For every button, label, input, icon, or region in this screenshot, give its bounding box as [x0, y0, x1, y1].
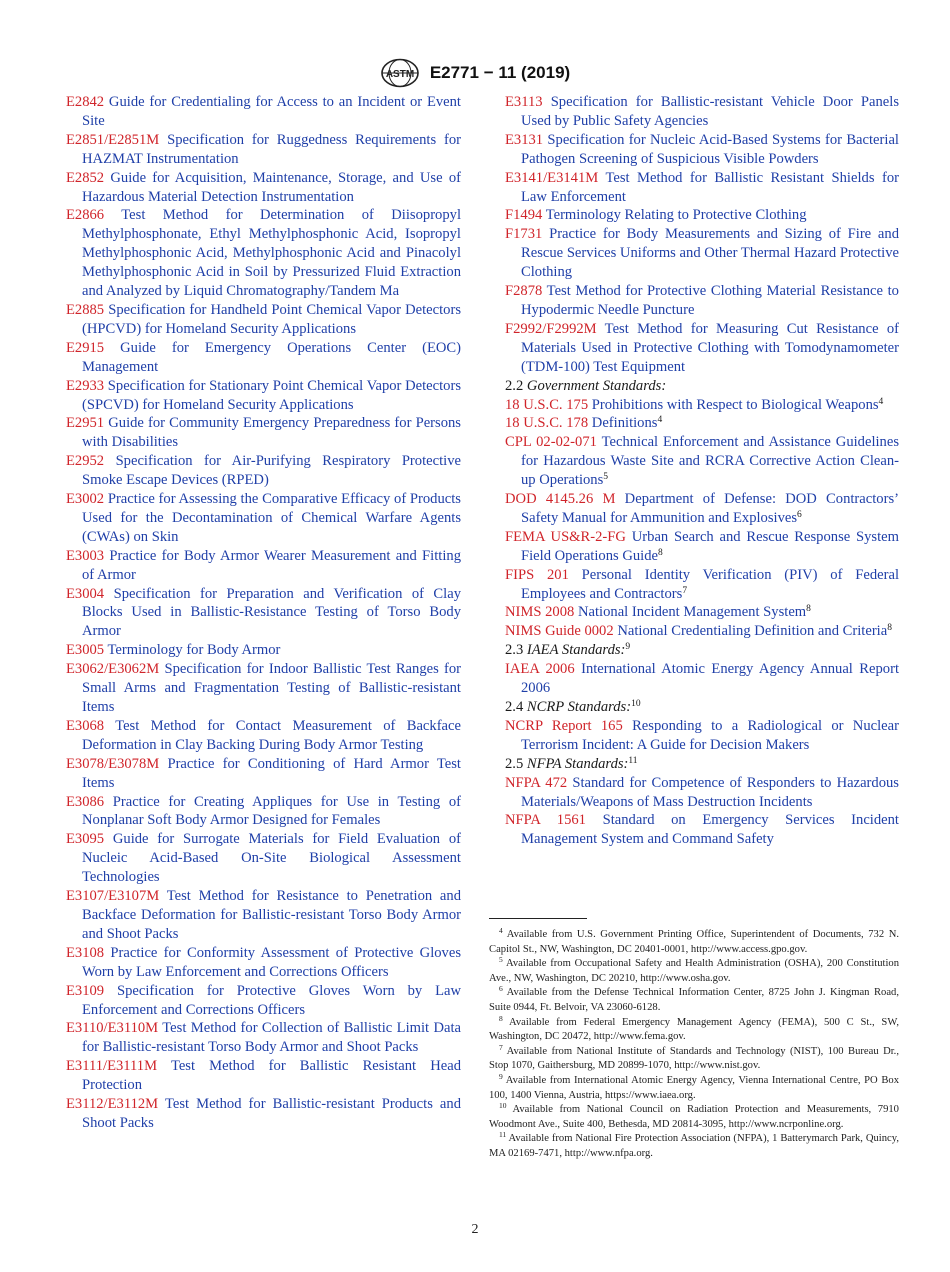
reference-title-link[interactable]: Practice for Conditioning of Hard Armor Test Items	[82, 755, 461, 791]
reference-title-link[interactable]: Guide for Emergency Operations Center (EOC) Management	[82, 339, 461, 375]
footnote-number: 5	[499, 955, 503, 965]
footnote-text: Available from Federal Emergency Management Agency (FEMA), 500 C St., SW, Washington, DC 20472, http://www.fema.gov.	[489, 1016, 899, 1043]
reference-entry	[505, 811, 899, 849]
reference-code-link[interactable]: 18 U.S.C. 175	[505, 396, 589, 413]
reference-code-link[interactable]: E2951	[66, 415, 105, 432]
reference-entry	[505, 225, 899, 282]
reference-code-link[interactable]: FIPS 201	[505, 566, 569, 583]
reference-entry	[66, 377, 461, 415]
reference-code-link[interactable]: E3005	[66, 642, 105, 659]
footnote-marker: 8	[806, 604, 811, 615]
reference-entry	[66, 490, 461, 547]
footnote-number: 4	[499, 926, 503, 935]
reference-entry	[66, 585, 461, 642]
footnote	[489, 1103, 899, 1132]
footnote-marker: 4	[657, 415, 663, 426]
reference-entry	[505, 774, 899, 812]
reference-entry	[66, 414, 461, 452]
reference-code-link[interactable]: E3086	[66, 793, 105, 810]
section-heading-government: 2.2 Government Standards:	[505, 377, 667, 394]
reference-entry	[66, 301, 461, 339]
reference-title-link[interactable]: Department of Defense: DOD Contractors’ Safety Manual for Ammunition and Explosives	[521, 491, 899, 526]
footnote-text: Available from the Defense Technical Information Center, 8725 John J. Kingman Road, Suite 0944, Ft. Belvoir, VA 23060-6128.	[489, 987, 899, 1013]
reference-entry	[66, 93, 461, 131]
footnote	[489, 957, 899, 986]
reference-entry	[66, 1019, 461, 1057]
reference-title-link[interactable]: Terminology for Body Armor	[107, 642, 281, 659]
document-designation: E2771 − 11 (2019)	[429, 63, 571, 82]
footnote-divider	[489, 918, 587, 919]
page-number: 2	[471, 1222, 479, 1237]
footnote	[489, 1042, 899, 1074]
reference-entry	[66, 169, 461, 207]
reference-title-link[interactable]: Guide for Acquisition, Maintenance, Storage, and Use of Hazardous Material Detection Instrumentation	[82, 169, 461, 205]
reference-title-link[interactable]: Test Method for Contact Measurement of Backface Deformation in Clay Backing During Body Armor Testing	[82, 717, 461, 753]
reference-code-link[interactable]: IAEA 2006	[505, 661, 575, 678]
reference-entry	[505, 93, 899, 131]
reference-entry	[66, 944, 461, 982]
footnote-text: Available from International Atomic Energy Agency, Vienna International Centre, PO Box 100, 1400 Vienna, Austria, https://www.iaea.org.	[489, 1074, 899, 1101]
footnote	[489, 928, 899, 957]
reference-code-link[interactable]: E3110/E3110M	[66, 1020, 159, 1037]
svg-text:ASTM: ASTM	[385, 69, 414, 80]
reference-code-link[interactable]: E3109	[66, 982, 105, 999]
reference-code-link[interactable]: E2866	[66, 207, 105, 224]
reference-entry	[66, 887, 461, 944]
reference-title-link[interactable]: Technical Enforcement and Assistance Guidelines for Hazardous Waste Site and RCRA Corrective Action Clean-up Operations	[521, 434, 900, 489]
footnote-marker: 4	[878, 396, 884, 407]
reference-entry	[66, 206, 461, 301]
reference-entry	[505, 396, 899, 415]
footnotes	[489, 928, 899, 1162]
footnote-text: Available from Occupational Safety and Health Administration (OSHA), 200 Constitution Ave., NW, Washington, DC 20210, http://www.osha.gov.	[489, 958, 899, 984]
astm-references-continued	[505, 93, 899, 377]
reference-title-link[interactable]: Specification for Handheld Point Chemical Vapor Detectors (HPCVD) for Homeland Security Applications	[82, 301, 462, 337]
reference-entry	[66, 1095, 461, 1133]
footnote	[489, 1132, 899, 1161]
reference-code-link[interactable]: E3113	[505, 94, 543, 110]
reference-entry	[505, 622, 899, 641]
section-heading-nfpa: 2.5 NFPA Standards:$^{11}$	[505, 755, 638, 772]
reference-code-link[interactable]: E3004	[66, 585, 105, 602]
nfpa-standards-list	[505, 774, 899, 850]
footnote-number: 9	[499, 1071, 503, 1081]
reference-title-link[interactable]: Urban Search and Rescue Response System Field Operations Guide	[521, 528, 899, 564]
reference-code-link[interactable]: E3068	[66, 717, 105, 734]
footnote-number: 6	[499, 984, 503, 994]
reference-code-link[interactable]: NFPA 1561	[505, 812, 586, 829]
footnote-number: 11	[499, 1130, 507, 1140]
reference-code-link[interactable]: E2851/E2851M	[66, 131, 160, 148]
reference-title-link[interactable]: Specification for Ruggedness Requirements for HAZMAT Instrumentation	[82, 131, 461, 167]
reference-code-link[interactable]: E3002	[66, 491, 105, 508]
reference-code-link[interactable]: 18 U.S.C. 178	[505, 415, 589, 432]
reference-code-link[interactable]: E2952	[66, 453, 105, 470]
reference-entry	[66, 339, 461, 377]
reference-title-link[interactable]: Personal Identity Verification (PIV) of Federal Employees and Contractors	[521, 566, 899, 602]
reference-entry	[505, 603, 899, 622]
section-heading-iaea: 2.3 IAEA Standards:$^9$	[505, 642, 631, 659]
footnote-text: Available from National Council on Radiation Protection and Measurements, 7910 Woodmont Ave., Suite 400, Bethesda, MD 20814-3095, http://www.ncrponline.org.	[489, 1104, 899, 1130]
reference-entry	[66, 547, 461, 585]
reference-title-link[interactable]: Specification for Preparation and Verification of Clay Blocks Used in Ballistic-Resistance Testing of Torso Body Armor	[82, 585, 461, 640]
reference-entry	[66, 793, 461, 831]
reference-title-link[interactable]: Guide for Community Emergency Preparedness for Persons with Disabilities	[82, 415, 461, 451]
footnote-marker: 5	[603, 472, 609, 483]
reference-title-link[interactable]: Test Method for Ballistic Resistant Head Protection	[82, 1058, 461, 1094]
reference-title-link[interactable]: International Atomic Energy Agency Annual Report 2006	[521, 661, 899, 697]
reference-entry	[505, 206, 899, 225]
reference-title-link[interactable]: Specification for Air-Purifying Respiratory Protective Smoke Escape Devices (RPED)	[82, 453, 461, 489]
reference-code-link[interactable]: E3107/E3107M	[66, 888, 160, 905]
reference-code-link[interactable]: E2933	[66, 377, 105, 394]
reference-code-link[interactable]: E3062/E3062M	[66, 661, 160, 678]
reference-title-link[interactable]: Definitions	[591, 415, 658, 432]
reference-code-link[interactable]: F1494	[505, 207, 543, 224]
footnote	[489, 1013, 899, 1045]
reference-entry	[505, 528, 899, 566]
reference-title-link[interactable]: Test Method for Collection of Ballistic Limit Data for Ballistic-resistant Torso Body Armor and Shoot Packs	[82, 1020, 462, 1056]
ncrp-standards-list	[505, 717, 899, 755]
reference-code-link[interactable]: FEMA US&R-2-FG	[505, 528, 626, 545]
astm-logo-icon	[380, 58, 420, 88]
footnote-marker: 7	[682, 585, 688, 596]
reference-title-link[interactable]: Test Method for Measuring Cut Resistance of Materials Used in Protective Clothing with Tomodynamometer (TDM-100) Test Equipment	[521, 320, 899, 375]
reference-code-link[interactable]: E2885	[66, 301, 105, 318]
footnote-number: 7	[499, 1042, 503, 1052]
reference-entry	[66, 755, 461, 793]
reference-entry	[66, 982, 461, 1020]
reference-entry	[505, 131, 899, 169]
reference-code-link[interactable]: E3141/E3141M	[505, 169, 599, 186]
footnote-marker: 8	[887, 623, 892, 634]
reference-title-link[interactable]: Test Method for Determination of Diisopropyl Methylphosphonate, Ethyl Methylphosphonic Acid, Isopropyl Methylphosphonic Acid, Methylphosphonic Acid and Pinacolyl Methylphosphonic Acid in Soil by Pressurized Fluid Extraction and Analyzed by Liquid Chromatography/Tandem Ma	[82, 207, 461, 300]
reference-entry	[66, 641, 461, 660]
reference-title-link[interactable]: Specification for Ballistic-resistant Vehicle Door Panels Used by Public Safety Agencies	[521, 94, 899, 129]
reference-code-link[interactable]: E3112/E3112M	[66, 1096, 159, 1113]
reference-entry	[505, 282, 899, 320]
reference-code-link[interactable]: NCRP Report 165	[505, 717, 623, 734]
reference-entry	[505, 660, 899, 698]
reference-entry	[505, 717, 899, 755]
reference-code-link[interactable]: E3111/E3111M	[66, 1058, 158, 1075]
reference-title-link[interactable]: Specification for Stationary Point Chemical Vapor Detectors (SPCVD) for Homeland Security Applications	[82, 377, 461, 413]
reference-title-link[interactable]: National Credentialing Definition and Criteria	[617, 623, 888, 640]
reference-title-link[interactable]: Practice for Body Armor Wearer Measurement and Fitting of Armor	[82, 547, 461, 583]
reference-entry	[505, 169, 899, 207]
reference-code-link[interactable]: F2992/F2992M	[505, 320, 597, 337]
reference-title-link[interactable]: Specification for Indoor Ballistic Test Ranges for Small Arms and Fragmentation Testing of Ballistic-resistant Items	[82, 661, 461, 715]
footnote-text: Available from U.S. Government Printing Office, Superintendent of Documents, 732 N. Capitol St., NW, Washington, DC 20401-0001, http://www.access.gpo.gov.	[489, 929, 899, 955]
reference-title-link[interactable]: Practice for Assessing the Comparative Efficacy of Products Used for the Decontamination of Chemical Warfare Agents (CWAs) on Skin	[82, 491, 461, 545]
reference-entry	[505, 566, 899, 604]
reference-title-link[interactable]: Standard for Competence of Responders to Hazardous Materials/Weapons of Mass Destruction Incidents	[521, 774, 899, 810]
reference-code-link[interactable]: NIMS 2008	[505, 604, 575, 621]
reference-code-link[interactable]: NIMS Guide 0002	[505, 623, 614, 640]
reference-entry	[66, 452, 461, 490]
reference-code-link[interactable]: E3003	[66, 547, 105, 564]
reference-code-link[interactable]: E2915	[66, 339, 105, 356]
reference-code-link[interactable]: NFPA 472	[505, 774, 568, 791]
reference-title-link[interactable]: National Incident Management System	[577, 604, 807, 621]
page-header	[0, 58, 950, 88]
footnote	[489, 1071, 899, 1103]
reference-title-link[interactable]: Practice for Creating Appliques for Use in Testing of Nonplanar Soft Body Armor Designed for Females	[82, 793, 461, 829]
footnote-text: Available from National Institute of Standards and Technology (NIST), 100 Bureau Dr., Stop 1070, Gaithersburg, MD 20899-1070, http://www.nist.gov.	[489, 1045, 899, 1072]
reference-entry	[505, 414, 899, 433]
footnote	[489, 986, 899, 1015]
reference-code-link[interactable]: DOD 4145.26 M	[505, 491, 616, 508]
reference-title-link[interactable]: Terminology Relating to Protective Clothing	[545, 207, 807, 224]
reference-title-link[interactable]: Standard on Emergency Services Incident Management System and Command Safety	[521, 812, 899, 848]
reference-code-link[interactable]: F2878	[505, 283, 543, 300]
reference-code-link[interactable]: E3078/E3078M	[66, 755, 160, 772]
reference-code-link[interactable]: E3095	[66, 831, 105, 848]
reference-title-link[interactable]: Test Method for Resistance to Penetration and Backface Deformation for Ballistic-resistant Torso Body Armor and Shoot Packs	[82, 888, 461, 942]
reference-entry	[505, 433, 899, 490]
reference-code-link[interactable]: E2842	[66, 94, 105, 110]
reference-entry	[66, 131, 461, 169]
footnote-marker: 6	[797, 509, 802, 520]
footnote-text: Available from National Fire Protection Association (NFPA), 1 Batterymarch Park, Quincy, MA 02169-7471, http://www.nfpa.org.	[489, 1133, 899, 1159]
reference-title-link[interactable]: Test Method for Ballistic Resistant Shields for Law Enforcement	[521, 169, 899, 205]
reference-code-link[interactable]: CPL 02-02-071	[505, 434, 597, 451]
reference-title-link[interactable]: Test Method for Ballistic-resistant Products and Shoot Packs	[82, 1096, 461, 1131]
reference-title-link[interactable]: Specification for Nucleic Acid-Based Systems for Bacterial Pathogen Screening of Suspicious Visible Powders	[521, 131, 899, 167]
reference-entry	[505, 490, 899, 528]
footnote-marker: 8	[658, 547, 663, 558]
reference-code-link[interactable]: F1731	[505, 226, 543, 243]
reference-title-link[interactable]: Specification for Protective Gloves Worn by Law Enforcement and Corrections Officers	[82, 982, 462, 1018]
reference-entry	[66, 717, 461, 755]
left-column	[66, 93, 461, 1133]
reference-code-link[interactable]: E3108	[66, 944, 105, 961]
reference-title-link[interactable]: Guide for Surrogate Materials for Field Evaluation of Nucleic Acid-Based On-Site Biological Assessment Technologies	[82, 831, 461, 886]
reference-entry	[66, 660, 461, 717]
reference-entry	[505, 320, 899, 377]
right-column	[505, 93, 899, 849]
reference-entry	[66, 1057, 461, 1095]
reference-code-link[interactable]: E3131	[505, 131, 544, 148]
section-heading-ncrp: 2.4 NCRP Standards:$^{10}$	[505, 699, 641, 715]
government-standards-list	[505, 396, 899, 642]
reference-title-link[interactable]: Practice for Body Measurements and Sizing of Fire and Rescue Services Uniforms and Other Thermal Hazard Protective Clothing	[521, 226, 899, 281]
reference-title-link[interactable]: Responding to a Radiological or Nuclear Terrorism Incident: A Guide for Decision Makers	[521, 717, 899, 753]
footnote-number: 10	[499, 1101, 507, 1111]
reference-title-link[interactable]: Prohibitions with Respect to Biological Weapons	[591, 396, 879, 413]
reference-title-link[interactable]: Test Method for Protective Clothing Material Resistance to Hypodermic Needle Puncture	[521, 283, 899, 318]
reference-code-link[interactable]: E2852	[66, 169, 105, 186]
reference-entry	[66, 830, 461, 887]
reference-title-link[interactable]: Guide for Credentialing for Access to an Incident or Event Site	[82, 94, 461, 129]
footnote-number: 8	[499, 1013, 503, 1023]
iaea-standards-list	[505, 660, 899, 698]
reference-title-link[interactable]: Practice for Conformity Assessment of Protective Gloves Worn by Law Enforcement and Corrections Officers	[82, 944, 462, 980]
